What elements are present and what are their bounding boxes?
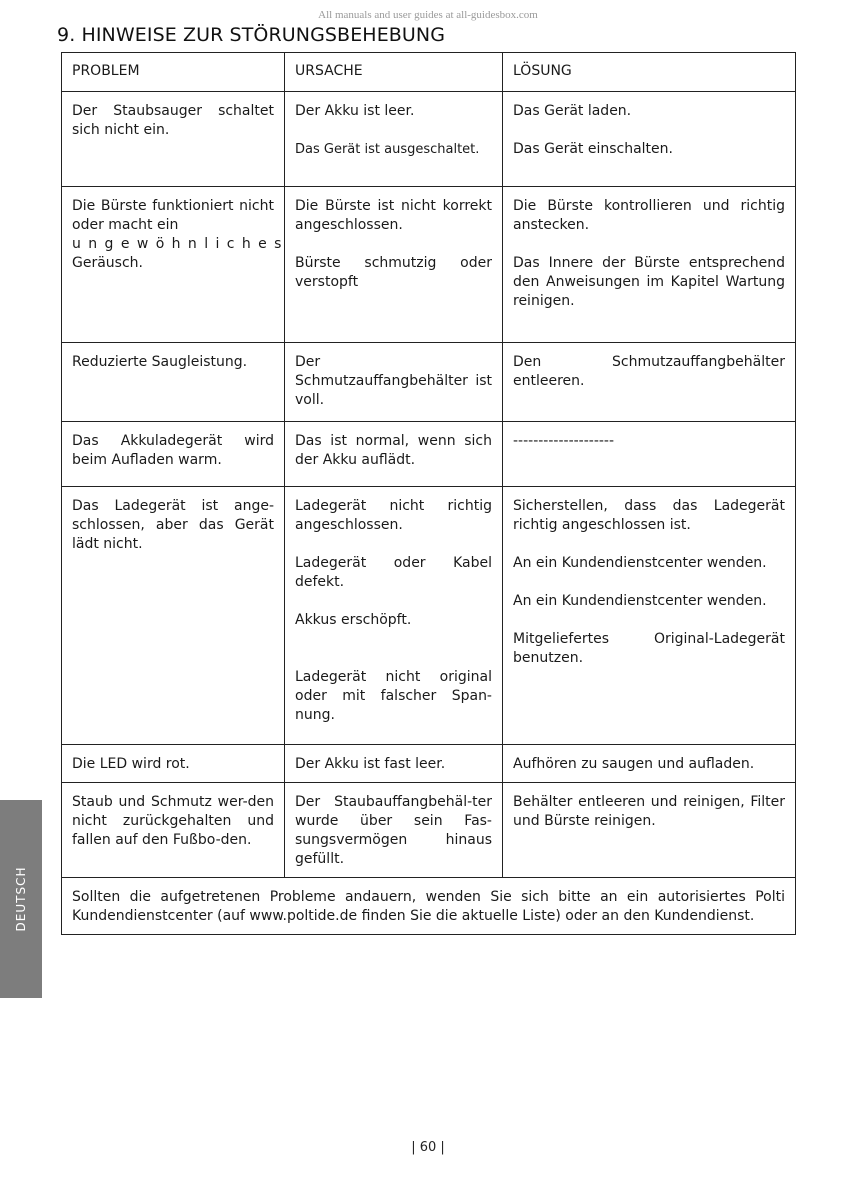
cause-text: Das ist normal, wenn sich der Akku auflädt. — [295, 433, 492, 468]
cause-text: Der Staubauffangbehäl-ter wurde über sein Fas-sungsvermögen hinaus gefüllt. — [295, 794, 492, 867]
problem-cell — [62, 745, 285, 783]
problem-cell — [62, 783, 285, 878]
solution-cell — [503, 745, 796, 783]
cause-text: Der Schmutzauffangbehälter ist voll. — [295, 354, 492, 408]
page-title: 9. HINWEISE ZUR STÖRUNGSBEHEBUNG — [57, 24, 446, 46]
language-side-tab — [0, 800, 42, 998]
problem-text: Reduzierte Saugleistung. — [72, 354, 248, 370]
problem-cell — [62, 92, 285, 187]
cause-cell — [285, 343, 503, 422]
problem-text-end: Geräusch. — [72, 255, 143, 271]
solution-cell — [503, 187, 796, 343]
table-row — [62, 783, 796, 878]
solution-text: Aufhören zu saugen und aufladen. — [513, 756, 755, 772]
cause-text: Die Bürste ist nicht korrekt angeschlossen. — [295, 198, 492, 233]
column-header-cause: URSACHE — [285, 53, 503, 92]
cause-text: Ladegerät nicht richtig angeschlossen. — [295, 498, 492, 533]
cause-text: Der Akku ist fast leer. — [295, 756, 446, 772]
problem-cell — [62, 343, 285, 422]
cause-text: Akkus erschöpft. — [295, 612, 412, 628]
cause-cell — [285, 487, 503, 745]
table-header-row — [62, 53, 796, 92]
table-row — [62, 92, 796, 187]
cause-text: Ladegerät oder Kabel defekt. — [295, 555, 492, 590]
solution-text: Das Innere der Bürste entsprechend den Anweisungen im Kapitel Wartung reinigen. — [513, 255, 785, 309]
footer-note: Sollten die aufgetretenen Probleme andauern, wenden Sie sich bitte an ein autorisiertes Polti Kundendienstcenter (auf www.poltide.de finden Sie die aktuelle Liste) oder an den Kundendienst. — [62, 878, 796, 935]
cause-text: Bürste schmutzig oder verstopft — [295, 255, 492, 290]
solution-text: Das Gerät laden. — [513, 103, 632, 119]
cause-text: Ladegerät nicht original oder mit falscher Span-nung. — [295, 669, 492, 723]
watermark: All manuals and user guides at all-guidesbox.com — [318, 9, 538, 21]
table-row — [62, 422, 796, 487]
solution-text: Mitgeliefertes Original-Ladegerät benutzen. — [513, 631, 785, 666]
page-number: | 60 | — [411, 1140, 445, 1155]
problem-text: Das Akkuladegerät wird beim Aufladen warm. — [72, 433, 274, 468]
table-row — [62, 745, 796, 783]
problem-text: Der Staubsauger schaltet sich nicht ein. — [72, 103, 274, 138]
language-label: DEUTSCH — [14, 866, 28, 932]
solution-cell — [503, 783, 796, 878]
cause-cell — [285, 92, 503, 187]
solution-cell — [503, 422, 796, 487]
solution-cell — [503, 343, 796, 422]
cause-cell — [285, 422, 503, 487]
solution-text: Sicherstellen, dass das Ladegerät richtig angeschlossen ist. — [513, 498, 785, 533]
problem-cell — [62, 422, 285, 487]
problem-text: Staub und Schmutz wer-den nicht zurückgehalten und fallen auf den Fußbo-den. — [72, 794, 274, 848]
table-row — [62, 487, 796, 745]
troubleshooting-table — [61, 52, 796, 935]
solution-text: An ein Kundendienstcenter wenden. — [513, 593, 767, 609]
cause-text: Der Akku ist leer. — [295, 103, 415, 119]
column-header-problem: PROBLEM — [62, 53, 285, 92]
table-row — [62, 187, 796, 343]
table-footer-row — [62, 878, 796, 935]
problem-text-spread: ungewöhnliches — [72, 236, 289, 252]
solution-text: Den Schmutzauffangbehälter entleeren. — [513, 354, 785, 389]
table-row — [62, 343, 796, 422]
column-header-solution: LÖSUNG — [503, 53, 796, 92]
problem-cell — [62, 487, 285, 745]
problem-text: Die LED wird rot. — [72, 756, 190, 772]
solution-text: An ein Kundendienstcenter wenden. — [513, 555, 767, 571]
solution-text: -------------------- — [513, 433, 615, 449]
solution-cell — [503, 92, 796, 187]
cause-cell — [285, 745, 503, 783]
cause-cell — [285, 783, 503, 878]
problem-cell — [62, 187, 289, 343]
problem-text: Die Bürste funktioniert nicht oder macht ein — [72, 198, 274, 233]
solution-cell — [503, 487, 796, 745]
cause-text-small: Das Gerät ist ausgeschaltet. — [295, 142, 480, 157]
cause-cell — [285, 187, 503, 343]
solution-text: Das Gerät einschalten. — [513, 141, 673, 157]
solution-text: Behälter entleeren und reinigen, Filter und Bürste reinigen. — [513, 794, 785, 829]
solution-text: Die Bürste kontrollieren und richtig anstecken. — [513, 198, 785, 233]
problem-text: Das Ladegerät ist ange-schlossen, aber das Gerät lädt nicht. — [72, 498, 274, 552]
cause-text — [295, 140, 492, 159]
